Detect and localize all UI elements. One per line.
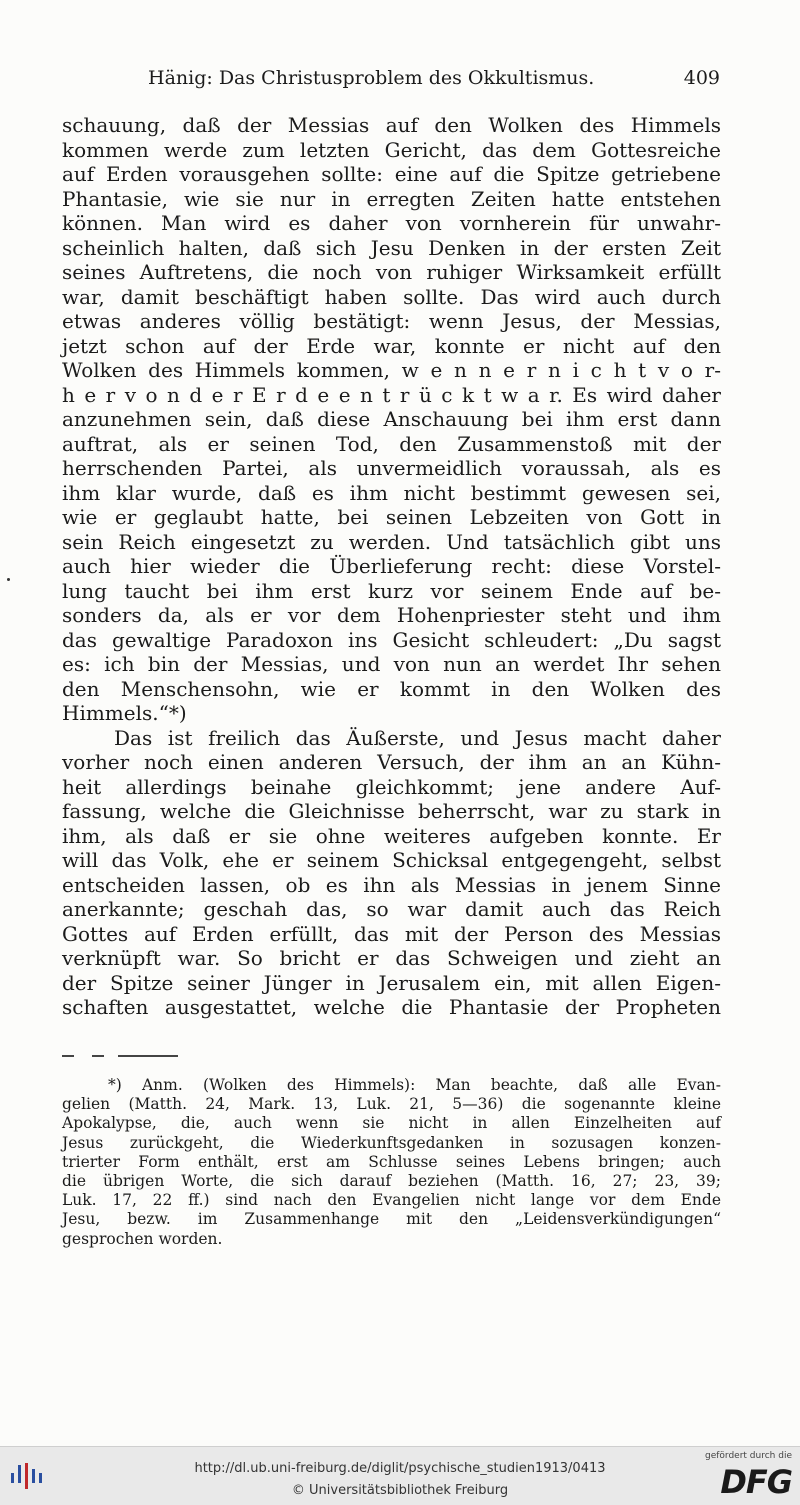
- text-line: es: ich bin der Messias, und von nun an werdet Ihr sehen: [62, 652, 721, 676]
- footnote-line: trierter Form enthält, erst am Schlusse seines Lebens bringen; auch: [62, 1152, 721, 1171]
- margin-mark: [7, 578, 10, 581]
- text-line: anerkannte; geschah das, so war damit auch das Reich: [62, 897, 721, 921]
- text-line: schaften ausgestattet, welche die Phantasie der Propheten: [62, 995, 721, 1019]
- footnote-separator: [62, 1055, 182, 1057]
- body-text: [62, 113, 721, 1020]
- text-line: etwas anderes völlig bestätigt: wenn Jesus, der Messias,: [62, 309, 721, 333]
- text-line: der Spitze seiner Jünger in Jerusalem ein, mit allen Eigen-: [62, 970, 721, 995]
- text-line: Himmels.“*): [62, 701, 187, 725]
- text-line: sonders da, als er vor dem Hohenpriester steht und ihm: [62, 603, 721, 627]
- footnote-line: gesprochen worden.: [62, 1229, 223, 1248]
- viewer-footer: [0, 1446, 800, 1505]
- text-line: das gewaltige Paradoxon ins Gesicht schleudert: „Du sagst: [62, 627, 721, 652]
- text-line: Phantasie, wie sie nur in erregten Zeiten hatte entstehen: [62, 186, 721, 211]
- text-line: kommen werde zum letzten Gericht, das dem Gottesreiche: [62, 137, 721, 162]
- running-title: Hänig: Das Christusproblem des Okkultismus.: [148, 67, 595, 89]
- footnote-line: Jesu, bezw. im Zusammenhange mit den „Leidensverkündigungen“: [62, 1210, 721, 1229]
- text-line: schauung, daß der Messias auf den Wolken des Himmels: [62, 113, 721, 137]
- source-url[interactable]: http://dl.ub.uni-freiburg.de/diglit/psychische_studien1913/0413: [194, 1461, 606, 1476]
- text-line: war, damit beschäftigt haben sollte. Das wird auch durch: [62, 284, 721, 309]
- page-number: 409: [683, 67, 720, 89]
- text-line: heit allerdings beinahe gleichkommt; jene andere Auf-: [62, 774, 721, 799]
- text-line: scheinlich halten, daß sich Jesu Denken in der ersten Zeit: [62, 235, 721, 260]
- dfg-logo-text: DFG: [720, 1463, 792, 1501]
- text-line: verknüpft war. So bricht er das Schweigen und zieht an: [62, 946, 721, 970]
- text-line: seines Auftretens, die noch von ruhiger Wirksamkeit erfüllt: [62, 260, 721, 284]
- text-line: sein Reich eingesetzt zu werden. Und tatsächlich gibt uns: [62, 529, 721, 554]
- text-line: vorher noch einen anderen Versuch, der ihm an an Kühn-: [62, 750, 721, 774]
- text-line: Das ist freilich das Äußerste, und Jesus macht daher: [114, 725, 721, 750]
- text-line: Wolken des Himmels kommen, w e n n e r n i c h t v o r-: [62, 358, 721, 382]
- copyright-notice: © Universitätsbibliothek Freiburg: [291, 1483, 509, 1498]
- text-line: wie er geglaubt hatte, bei seinen Lebzeiten von Gott in: [62, 505, 721, 529]
- dfg-logo: [702, 1451, 794, 1501]
- text-line: ihm, als daß er sie ohne weiteres aufgeben konnte. Er: [62, 823, 721, 848]
- footnote: [62, 1076, 721, 1249]
- footnote-line: die übrigen Worte, die sich darauf beziehen (Matth. 16, 27; 23, 39;: [62, 1171, 721, 1190]
- text-line: jetzt schon auf der Erde war, konnte er nicht auf den: [62, 333, 721, 358]
- text-line: können. Man wird es daher von vornherein für unwahr-: [62, 211, 721, 235]
- footnote-line: Jesus zurückgeht, die Wiederkunftsgedanken in sozusagen konzen-: [62, 1133, 721, 1152]
- running-header: [62, 64, 722, 92]
- text-line: anzunehmen sein, daß diese Anschauung bei ihm erst dann: [62, 407, 721, 431]
- footnote-line: gelien (Matth. 24, Mark. 13, Luk. 21, 5—36) die sogenannte kleine: [62, 1095, 721, 1114]
- footnote-line: Luk. 17, 22 ff.) sind nach den Evangelien nicht lange vor dem Ende: [62, 1191, 721, 1210]
- text-line: entscheiden lassen, ob es ihn als Messias in jenem Sinne: [62, 872, 721, 897]
- dfg-funding-text: gefördert durch die: [705, 1451, 792, 1461]
- text-line: den Menschensohn, wie er kommt in den Wolken des: [62, 676, 721, 701]
- footnote-line: Apokalypse, die, auch wenn sie nicht in allen Einzelheiten auf: [62, 1114, 721, 1133]
- text-line: fassung, welche die Gleichnisse beherrscht, war zu stark in: [62, 799, 721, 823]
- text-line: auftrat, als er seinen Tod, den Zusammenstoß mit der: [62, 431, 721, 456]
- text-line: ihm klar wurde, daß es ihm nicht bestimmt gewesen sei,: [62, 480, 721, 505]
- text-line: lung taucht bei ihm erst kurz vor seinem Ende auf be-: [62, 578, 721, 603]
- text-line: Gottes auf Erden erfüllt, das mit der Person des Messias: [62, 921, 721, 946]
- text-line: will das Volk, ehe er seinem Schicksal entgegengeht, selbst: [62, 848, 721, 872]
- text-line: herrschenden Partei, als unvermeidlich voraussah, als es: [62, 456, 721, 480]
- footnote-line: *) Anm. (Wolken des Himmels): Man beachte, daß alle Evan-: [108, 1076, 721, 1094]
- text-line: auf Erden vorausgehen sollte: eine auf die Spitze getriebene: [62, 162, 721, 186]
- text-line: auch hier wieder die Überlieferung recht: diese Vorstel-: [62, 554, 721, 578]
- text-line: h e r v o n d e r E r d e e n t r ü c k t w a r. Es wird daher: [62, 382, 721, 407]
